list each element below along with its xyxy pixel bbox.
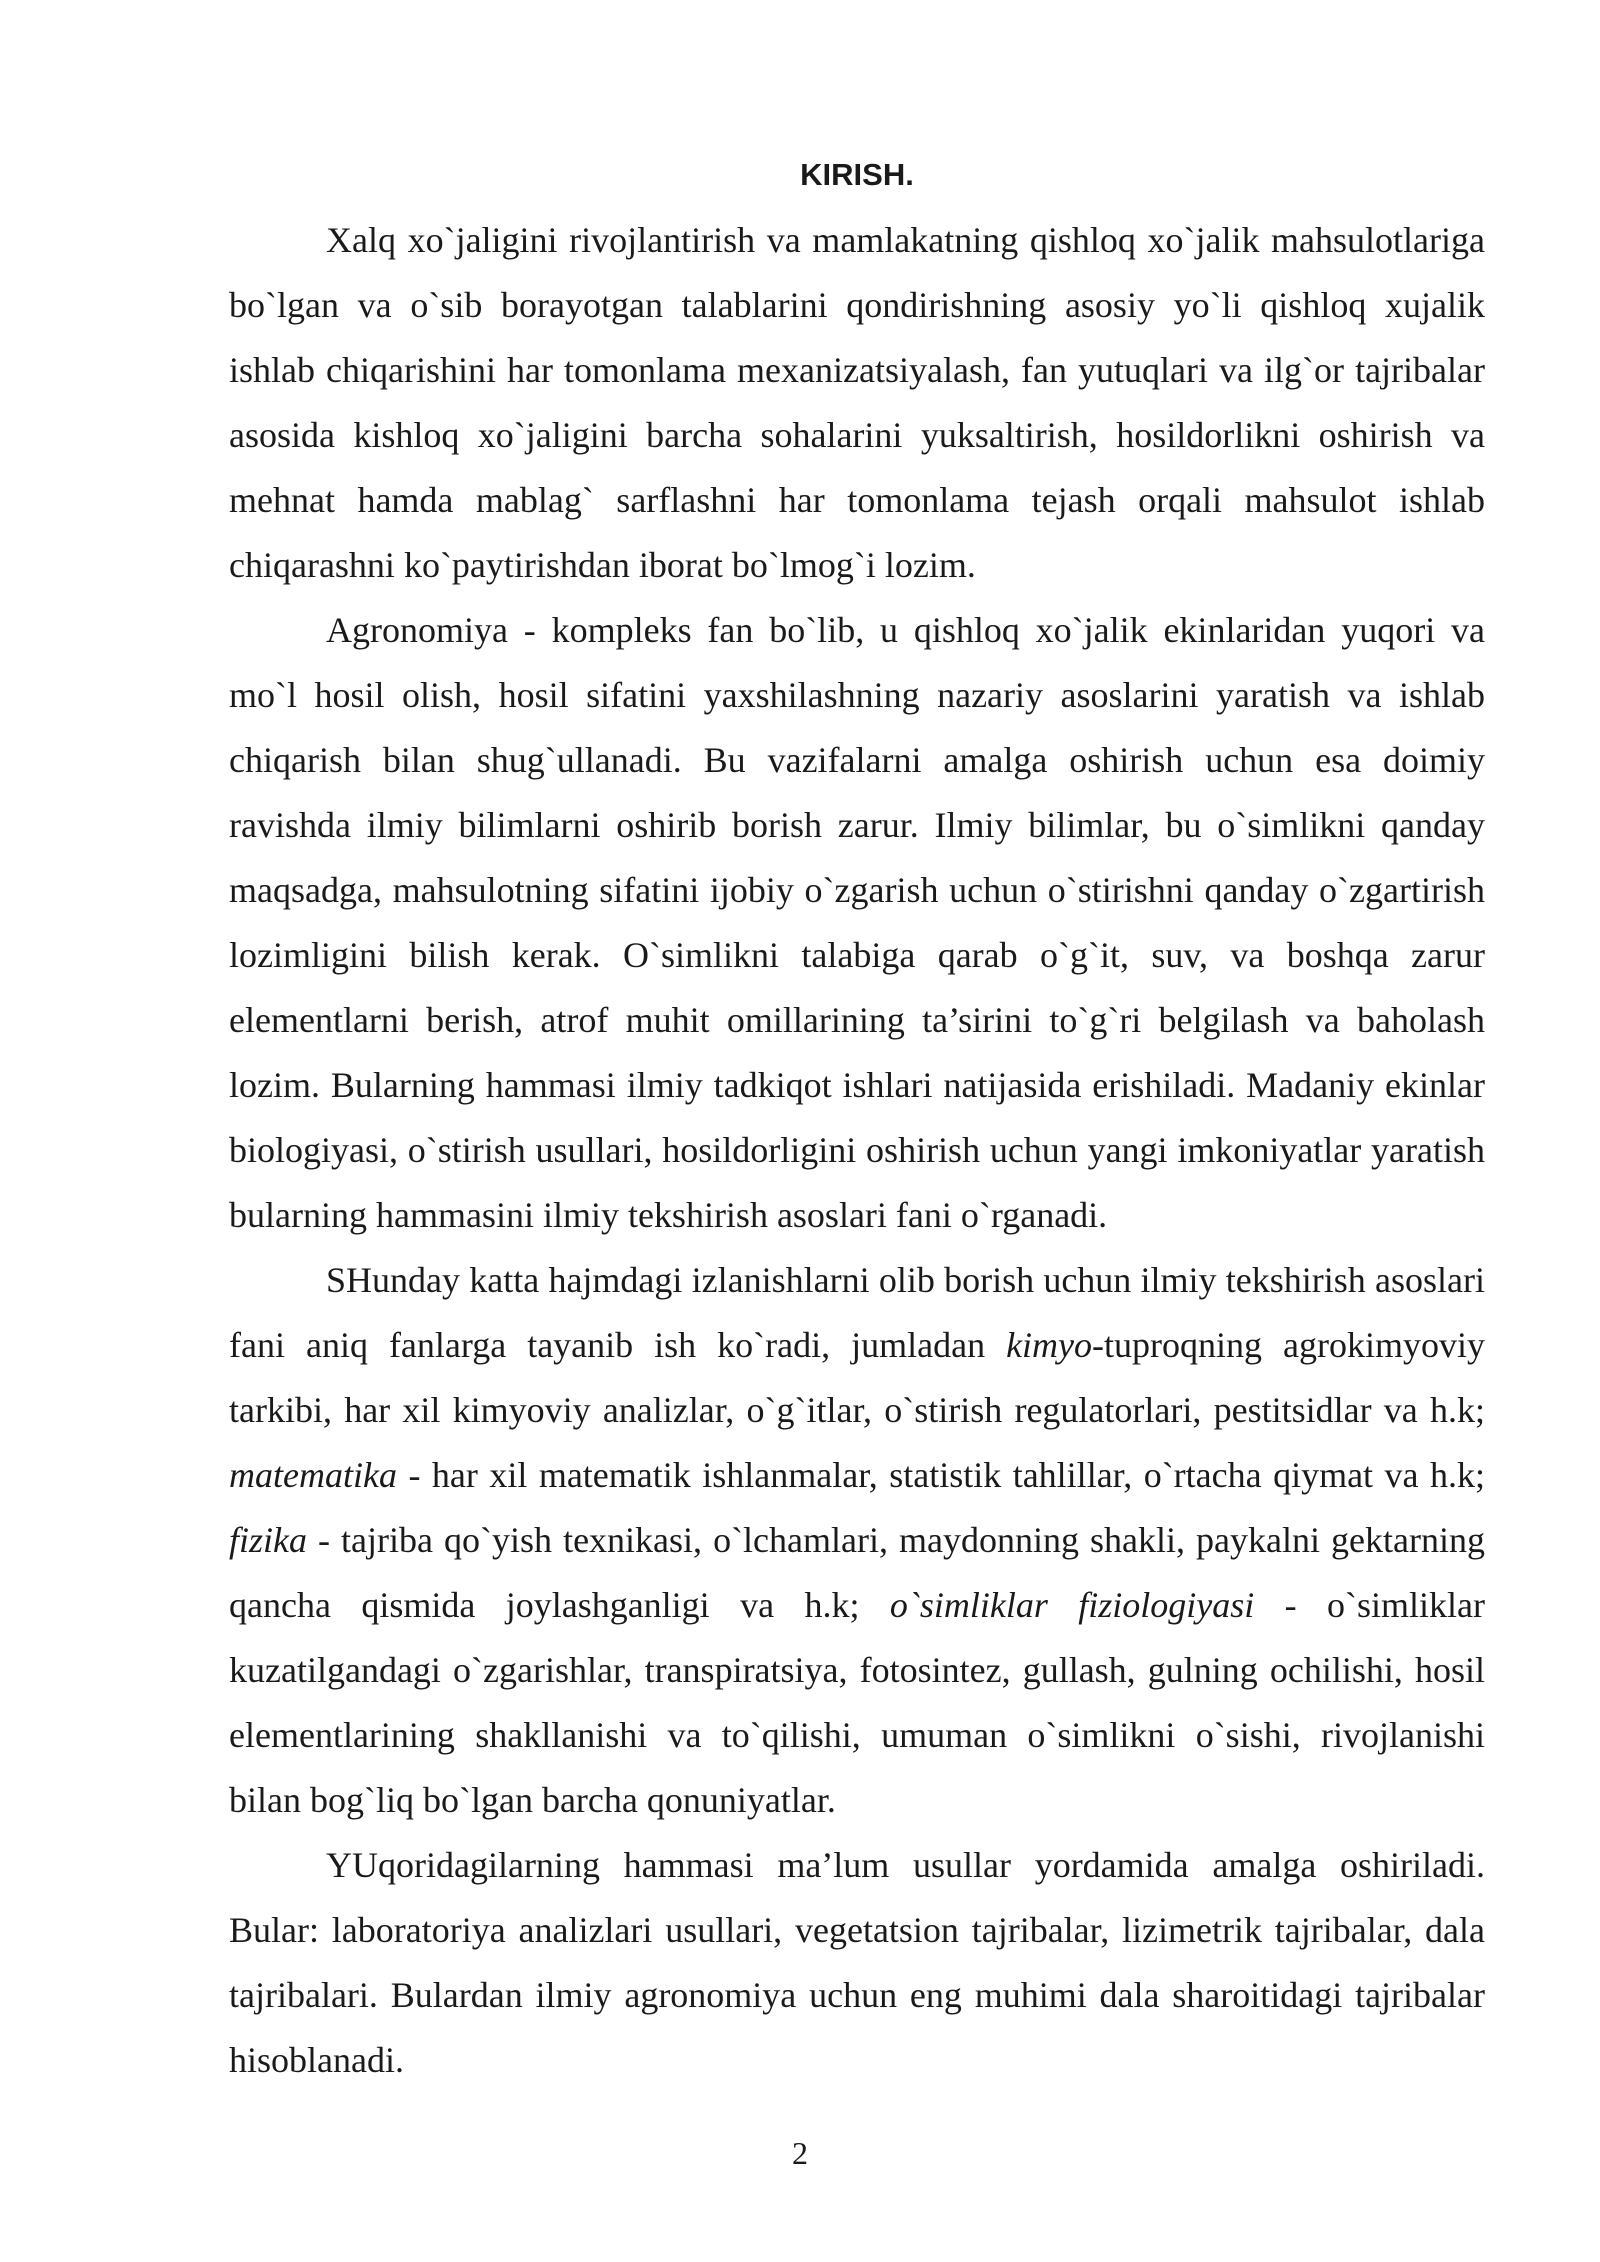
italic-term-matematika: matematika	[229, 1455, 397, 1495]
paragraph-text: SHunday katta hajmdagi izlanishlarni olib borish uchun ilmiy tekshirish asoslari fani aniq fanlarga tayanib ish ko`radi, jumladan	[229, 1260, 1485, 1365]
paragraph-4	[229, 1833, 1485, 2093]
document-title: KIRISH.	[800, 157, 914, 192]
paragraph-text: Agronomiya - kompleks fan bo`lib, u qishloq xo`jalik ekinlaridan yuqori va mo`l hosil olish, hosil sifatini yaxshilashning nazariy asoslarini yaratish va ishlab chiqarish bilan shug`ullanadi. Bu vazifalarni amalga oshirish uchun esa doimiy ravishda ilmiy bilimlarni oshirib borish zarur. Ilmiy bilimlar, bu o`simlikni qanday maqsadga, mahsulotning sifatini ijobiy o`zgarish uchun o`stirishni qanday o`zgartirish lozimligini bilish kerak. O`simlikni talabiga qarab o`g`it, suv, va boshqa zarur elementlarni berish, atrof muhit omillarining ta’sirini to`g`ri belgilash va baholash lozim. Bularning hammasi ilmiy tadkiqot ishlari natijasida erishiladi. Madaniy ekinlar biologiyasi, o`stirish usullari, hosildorligini oshirish uchun yangi imkoniyatlar yaratish bularning hammasini ilmiy tekshirish asoslari fani o`rganadi.	[229, 610, 1485, 1235]
paragraph-text: -tuproqning agrokimyoviy tarkibi, har xil kimyoviy analizlar, o`g`itlar, o`stirish regulatorlari, pestitsidlar va h.k;	[229, 1325, 1485, 1430]
paragraph-text: - har xil matematik ishlanmalar, statistik tahlillar, o`rtacha qiymat va h.k;	[396, 1455, 1485, 1495]
paragraph-text: - o`simliklar kuzatilgandagi o`zgarishlar, transpiratsiya, fotosintez, gullash, gulning ochilishi, hosil elementlarining shakllanishi va to`qilishi, umuman o`simlikni o`sishi, rivojlanishi bilan bog`liq bo`lgan barcha qonuniyatlar.	[229, 1585, 1485, 1820]
paragraph-1	[229, 208, 1485, 598]
page-number: 2	[792, 2135, 808, 2171]
paragraph-text: - tajriba qo`yish texnikasi, o`lchamlari, maydonning shakli, paykalni gektarning qancha qismida joylashganligi va h.k;	[229, 1520, 1485, 1625]
italic-term-kimyo: kimyo	[1006, 1325, 1093, 1365]
document-page	[229, 150, 1485, 2093]
italic-term-fiziologiya: o`simliklar fiziologiyasi	[889, 1585, 1255, 1625]
paragraph-text: Xalq xo`jaligini rivojlantirish va mamlakatning qishloq xo`jalik mahsulotlariga bo`lgan va o`sib borayotgan talablarini qondirishning asosiy yo`li qishloq xujalik ishlab chiqarishini har tomonlama mexanizatsiyalash, fan yutuqlari va ilg`or tajribalar asosida kishloq xo`jaligini barcha sohalarini yuksaltirish, hosildorlikni oshirish va mehnat hamda mablag` sarflashni har tomonlama tejash orqali mahsulot ishlab chiqarashni ko`paytirishdan iborat bo`lmog`i lozim.	[229, 220, 1485, 585]
paragraph-2	[229, 598, 1485, 1248]
paragraph-text: YUqoridagilarning hammasi ma’lum usullar yordamida amalga oshiriladi. Bular: laboratoriya analizlari usullari, vegetatsion tajribalar, lizimetrik tajribalar, dala tajribalari. Bulardan ilmiy agronomiya uchun eng muhimi dala sharoitidagi tajribalar hisoblanadi.	[229, 1845, 1485, 2080]
paragraph-3	[229, 1248, 1485, 1833]
italic-term-fizika: fizika	[229, 1520, 307, 1560]
